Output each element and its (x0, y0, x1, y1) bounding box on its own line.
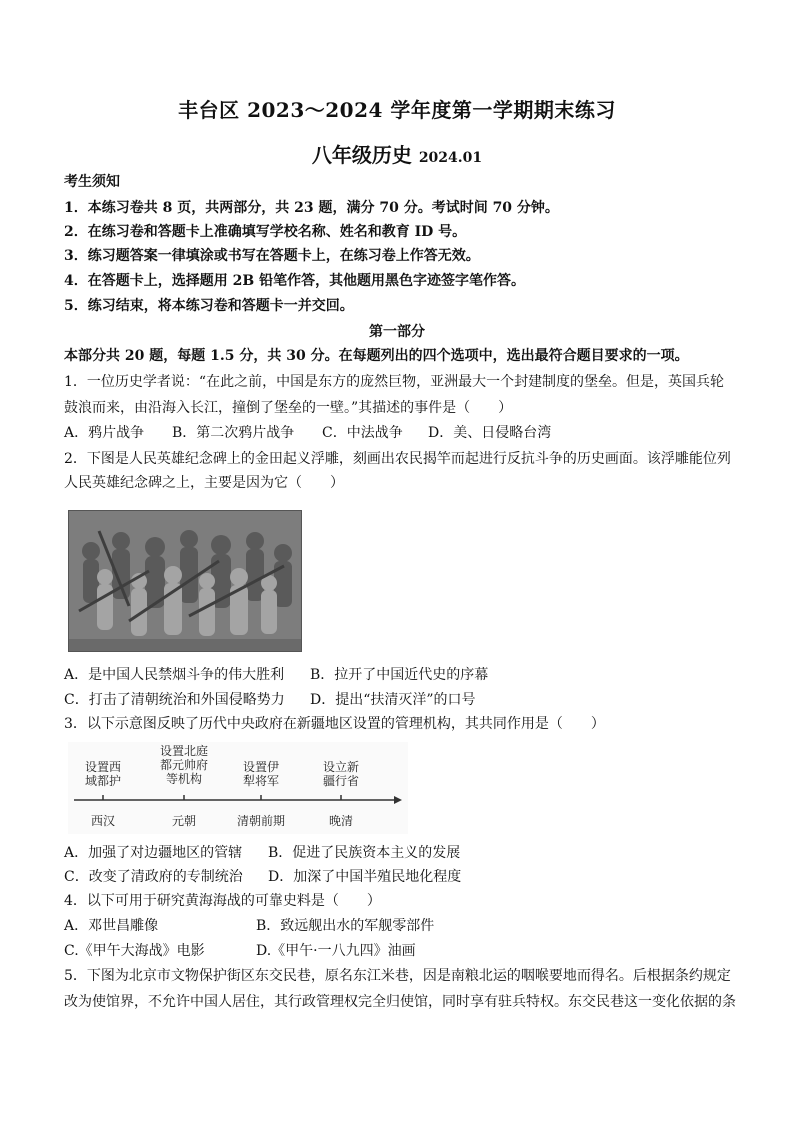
timeline-event-label: 设置北庭 都元帅府 等机构 (159, 744, 208, 786)
question-4-option-b: B．致远舰出水的军舰零部件 (256, 918, 435, 934)
part-instruction: 本部分共 20 题，每题 1.5 分，共 30 分。在每题列出的四个选项中，选出最符合题目要求的一项。 (64, 348, 689, 364)
xinjiang-administration-timeline (68, 742, 408, 834)
question-2-option-b: B．拉开了中国近代史的序幕 (310, 667, 489, 683)
question-1-option-b: B．第二次鸦片战争 (172, 425, 295, 441)
question-1-option-c: C．中法战争 (322, 425, 403, 441)
question-5-stem: 改为使馆界，不允许中国人居住，其行政管理权完全归使馆，同时享有驻兵特权。东交民巷这一变化依据的条 (64, 994, 736, 1010)
question-1-option-d: D．美、日侵略台湾 (428, 425, 552, 441)
exam-date: 2024.01 (418, 150, 483, 166)
notice-heading: 考生须知 (64, 174, 120, 190)
timeline-axis (68, 792, 408, 808)
jintian-uprising-relief-image (68, 510, 302, 652)
timeline-event-label: 设置伊 犁将军 (242, 760, 279, 788)
notice-item: 3．练习题答案一律填涂或书写在答题卡上，在练习卷上作答无效。 (64, 248, 480, 264)
question-2-stem: 人民英雄纪念碑之上，主要是因为它（ ） (64, 475, 344, 491)
part-heading: 第一部分 (369, 324, 425, 340)
timeline-era-label: 元朝 (171, 814, 196, 828)
timeline-event-label: 设立新 疆行省 (322, 760, 359, 788)
question-2-option-c: C．打击了清朝统治和外国侵略势力 (64, 692, 285, 708)
page-subtitle (0, 139, 794, 168)
timeline-era-label: 清朝前期 (236, 814, 285, 828)
timeline-event-label: 设置西 域都护 (84, 760, 121, 788)
question-1-stem: 鼓浪而来，由沿海入长江，撞倒了堡垒的一壁。”其描述的事件是（ ） (64, 400, 513, 416)
notice-item: 1．本练习卷共 8 页，共两部分，共 23 题，满分 70 分。考试时间 70 分钟。 (64, 200, 559, 216)
timeline-era-label: 西汉 (90, 814, 115, 828)
question-3-option-c: C．改变了清政府的专制统治 (64, 869, 243, 885)
question-3-option-a: A．加强了对边疆地区的管辖 (64, 845, 243, 861)
question-3-stem: 3．以下示意图反映了历代中央政府在新疆地区设置的管理机构，其共同作用是（ ） (64, 716, 605, 732)
question-4-option-d: D.《甲午·一八九四》油画 (256, 943, 416, 959)
question-4-option-a: A．邓世昌雕像 (64, 918, 159, 934)
question-3-option-b: B．促进了民族资本主义的发展 (268, 845, 461, 861)
page-title: 丰台区 2023～2024 学年度第一学期期末练习 (178, 98, 616, 122)
notice-item: 4．在答题卡上，选择题用 2B 铅笔作答，其他题用黑色字迹签字笔作答。 (64, 273, 526, 289)
relief-figures-drawing (69, 511, 301, 651)
question-2-option-d: D．提出“扶清灭洋”的口号 (310, 692, 476, 708)
notice-item: 2．在练习卷和答题卡上准确填写学校名称、姓名和教育 ID 号。 (64, 224, 467, 240)
question-4-option-c: C.《甲午大海战》电影 (64, 943, 205, 959)
question-4-stem: 4．以下可用于研究黄海海战的可靠史料是（ ） (64, 893, 381, 909)
question-2-stem: 2．下图是人民英雄纪念碑上的金田起义浮雕，刻画出农民揭竿而起进行反抗斗争的历史画面。该浮雕能位列 (64, 451, 731, 467)
question-3-option-d: D．加深了中国半殖民地化程度 (268, 869, 462, 885)
subject-label: 八年级历史 (311, 143, 412, 167)
notice-item: 5．练习结束，将本练习卷和答题卡一并交回。 (64, 298, 354, 314)
question-1-stem: 1．一位历史学者说：“在此之前，中国是东方的庞然巨物，亚洲最大一个封建制度的堡垒。但是，英国兵轮 (64, 374, 725, 390)
question-5-stem: 5．下图为北京市文物保护街区东交民巷，原名东江米巷，因是南粮北运的咽喉要地而得名。后根据条约规定 (64, 968, 731, 984)
timeline-era-label: 晚清 (328, 814, 353, 828)
question-1-option-a: A．鸦片战争 (64, 425, 145, 441)
question-2-option-a: A．是中国人民禁烟斗争的伟大胜利 (64, 667, 285, 683)
